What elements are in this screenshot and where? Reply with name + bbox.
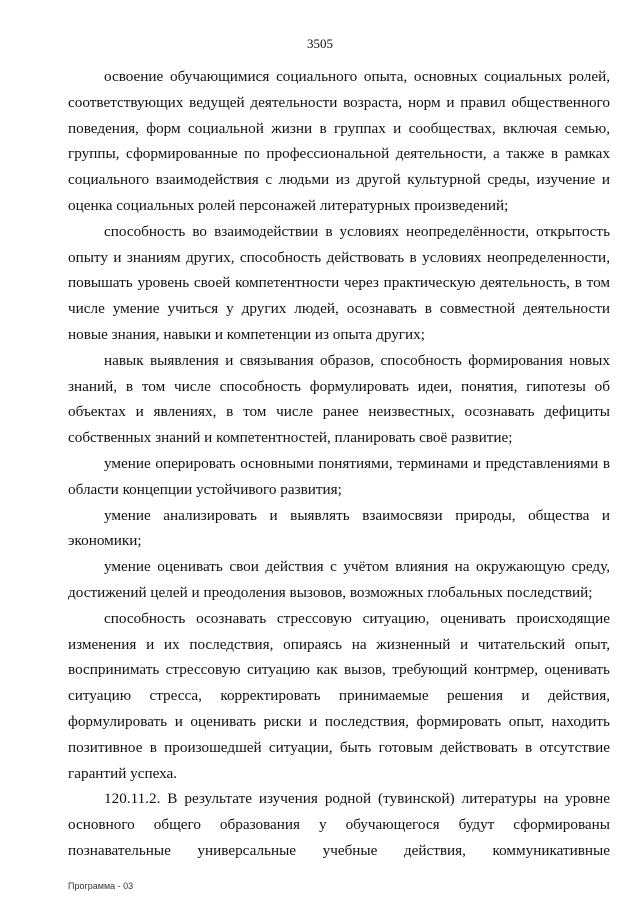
page-number: 3505 [307,36,333,51]
paragraph-uncertainty-interaction: способность во взаимодействии в условиях неопределённости, открытость опыту и знаниям других, способность действовать в условиях неопределенности, повышать уровень своей компетентности через практическую деятельность, в том числе умение учиться у других людей, осознавать в совместной деятельности новые знания, навыки и компетенции из опыта других; [68,222,610,343]
paragraph-environmental-impact: умение оценивать свои действия с учётом влияния на окружающую среду, достижений целей и преодоления вызовов, возможных глобальных последствий; [68,558,610,601]
document-body [68,64,610,864]
paragraph-social-experience: освоение обучающимися социального опыта, основных социальных ролей, соответствующих ведущей деятельности возраста, норм и правил общественного поведения, форм социальной жизни в группах и сообществах, включая семью, группы, сформированные по профессиональной деятельности, а также в рамках социального взаимодействия с людьми из другой культурной среды, изучение и оценка социальных ролей персонажей литературных произведений; [68,68,610,214]
paragraph-section-120-11-2: 120.11.2. В результате изучения родной (тувинской) литературы на уровне основного общего образования у обучающегося будут сформированы познавательные универсальные учебные действия, коммуникативные [68,790,610,859]
paragraph-sustainable-development-concepts: умение оперировать основными понятиями, терминами и представлениями в области концепции устойчивого развития; [68,454,610,498]
paragraph-stress-situation: способность осознавать стрессовую ситуацию, оценивать происходящие изменения и их последствия, опираясь на жизненный и читательский опыт, воспринимать стрессовую ситуацию как вызов, требующий контрмер, оценивать ситуацию стресса, корректировать принимаемые решения и действия, формулировать и оценивать риски и последствия, формировать опыт, находить позитивное в произошедшей ситуации, быть готовым действовать в отсутствие гарантий успеха. [68,609,610,782]
paragraph-nature-society-economy: умение анализировать и выявлять взаимосвязи природы, общества и экономики; [68,506,610,550]
footer-program-label: Программа - 03 [68,881,134,891]
paragraph-image-linking-skill: навык выявления и связывания образов, способность формирования новых знаний, в том числе способность формулировать идеи, понятия, гипотезы об объектах и явлениях, в том числе ранее неизвестных, осознавать дефициты собственных знаний и компетентностей, планировать своё развитие; [68,351,610,447]
